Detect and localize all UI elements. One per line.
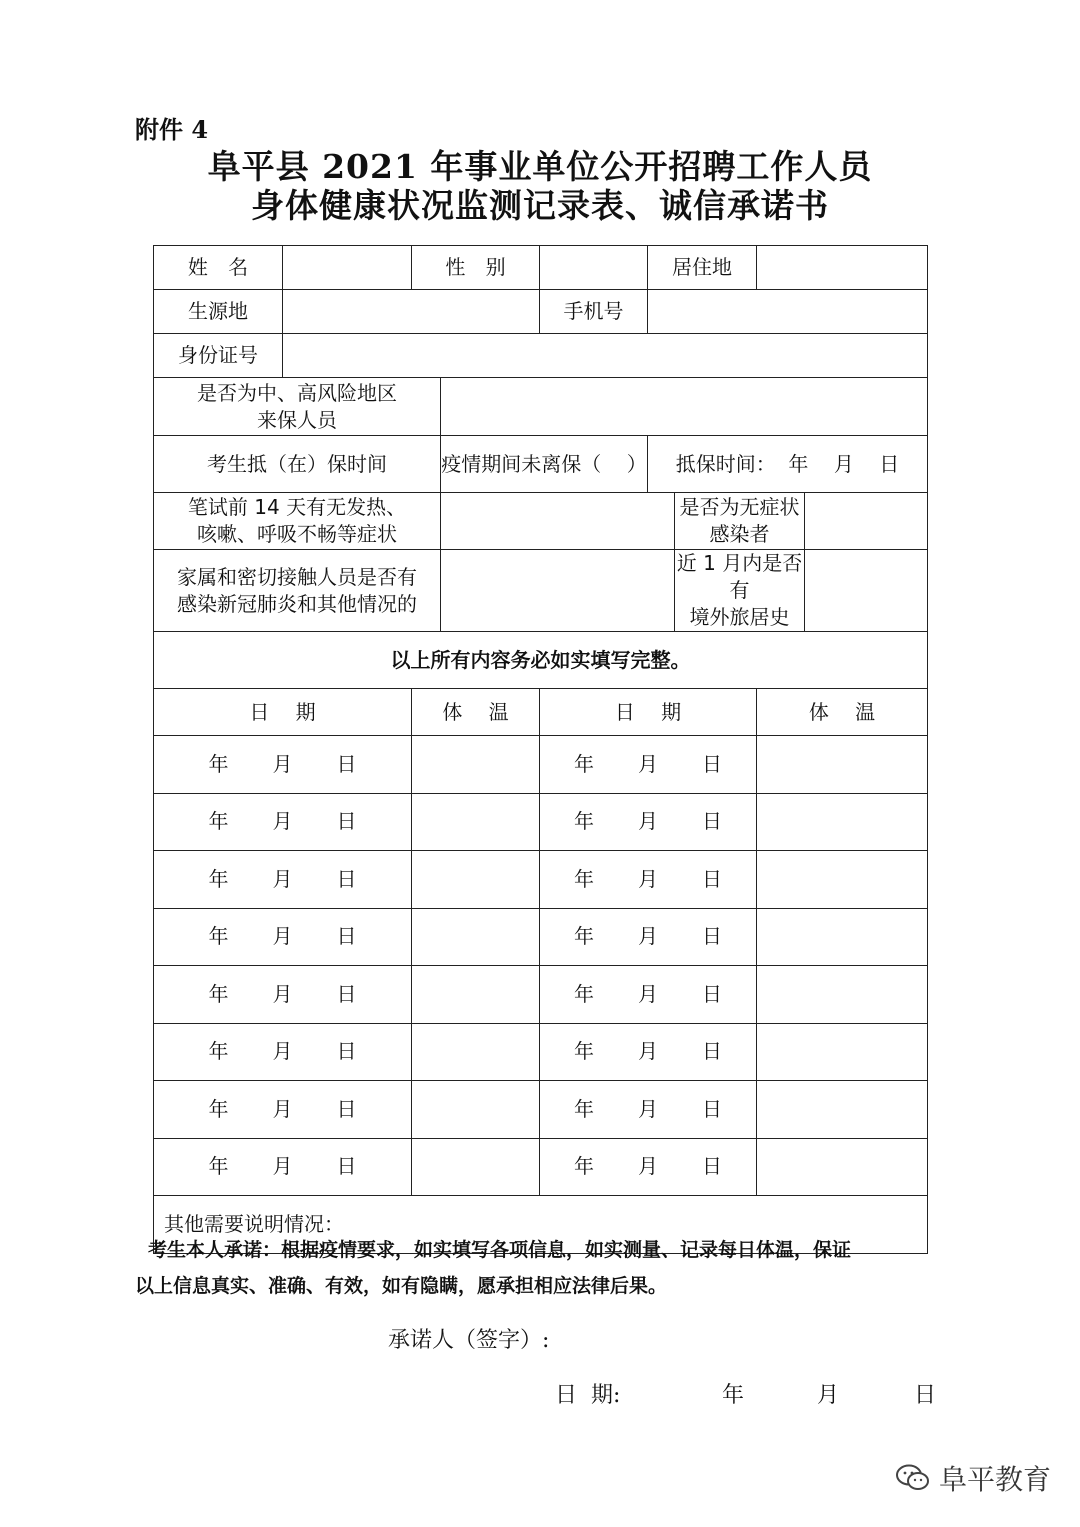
date-month: 月: [638, 924, 659, 949]
sign-date-year: 年: [722, 1383, 745, 1408]
date-year: 年: [208, 981, 229, 1006]
date-day: 日: [702, 981, 723, 1006]
date-month: 月: [638, 1096, 659, 1121]
log-row: [154, 908, 928, 966]
log-row: [154, 966, 928, 1024]
log-temp-right[interactable]: [757, 793, 928, 851]
phone-field[interactable]: [648, 290, 928, 334]
date-year: 年: [574, 1154, 595, 1179]
origin-field[interactable]: [283, 290, 540, 334]
log-row: [154, 1023, 928, 1081]
log-date-left[interactable]: [154, 736, 412, 794]
name-field[interactable]: [283, 246, 412, 290]
arrival-time-field[interactable]: 抵保时间： 年 月 日: [648, 436, 928, 493]
date-month: 月: [638, 866, 659, 891]
log-date-left[interactable]: [154, 966, 412, 1024]
log-date-left[interactable]: [154, 1081, 412, 1139]
date-year: 年: [574, 981, 595, 1006]
date-year: 年: [574, 809, 595, 834]
phone-label: 手机号: [540, 290, 648, 334]
date-month: 月: [272, 981, 293, 1006]
watermark: [895, 1458, 1051, 1498]
date-day: 日: [702, 866, 723, 891]
symptoms-label-line2: 咳嗽、呼吸不畅等症状: [197, 522, 397, 546]
family-label-line2: 感染新冠肺炎和其他情况的: [177, 591, 417, 616]
log-temp-right[interactable]: [757, 1023, 928, 1081]
notice-text: 以上所有内容务必如实填写完整。: [154, 632, 928, 689]
date-month: 月: [272, 1154, 293, 1179]
arrival-label: 考生抵（在）保时间: [154, 436, 441, 493]
risk-area-label-line1: 是否为中、高风险地区: [197, 380, 397, 405]
date-year: 年: [208, 809, 229, 834]
abroad-field[interactable]: [805, 550, 928, 632]
log-date-right[interactable]: [540, 1081, 757, 1139]
sign-date-day: 日: [914, 1383, 937, 1408]
log-row: [154, 1138, 928, 1196]
health-form-table: [153, 245, 928, 1254]
symptoms-label: [154, 493, 441, 550]
family-label: [154, 550, 441, 632]
log-date-left[interactable]: [154, 851, 412, 909]
risk-area-label: [154, 378, 441, 436]
log-temp-left[interactable]: [412, 736, 540, 794]
origin-label: 生源地: [154, 290, 283, 334]
gender-label: 性 别: [412, 246, 540, 290]
date-year: 年: [574, 1096, 595, 1121]
log-date-right[interactable]: [540, 793, 757, 851]
date-day: 日: [702, 809, 723, 834]
not-left-option[interactable]: 疫情期间未离保（ ）: [441, 436, 648, 493]
date-day: 日: [702, 1096, 723, 1121]
sign-date-month: 月: [817, 1383, 840, 1408]
risk-area-field[interactable]: [441, 378, 928, 436]
date-day: 日: [336, 809, 357, 834]
date-day: 日: [336, 1039, 357, 1064]
date-month: 月: [638, 809, 659, 834]
family-label-line1: 家属和密切接触人员是否有: [177, 564, 417, 589]
date-month: 月: [638, 751, 659, 776]
log-date-left[interactable]: [154, 1138, 412, 1196]
log-row: [154, 736, 928, 794]
log-row: [154, 1081, 928, 1139]
date-year: 年: [208, 1154, 229, 1179]
log-date-right[interactable]: [540, 736, 757, 794]
date-year: 年: [208, 1096, 229, 1121]
log-temp-right[interactable]: [757, 851, 928, 909]
log-row: [154, 851, 928, 909]
log-row: [154, 793, 928, 851]
date-header-right: 日 期: [540, 689, 757, 736]
log-temp-right[interactable]: [757, 736, 928, 794]
log-temp-left[interactable]: [412, 793, 540, 851]
date-day: 日: [702, 1154, 723, 1179]
gender-field[interactable]: [540, 246, 648, 290]
date-year: 年: [574, 751, 595, 776]
other-notes-label[interactable]: 其他需要说明情况：: [154, 1196, 928, 1254]
date-year: 年: [574, 924, 595, 949]
date-year: 年: [208, 751, 229, 776]
log-temp-left[interactable]: [412, 1138, 540, 1196]
date-month: 月: [638, 1154, 659, 1179]
log-date-left[interactable]: [154, 793, 412, 851]
date-header-left: 日 期: [154, 689, 412, 736]
log-date-right[interactable]: [540, 966, 757, 1024]
asymptomatic-field[interactable]: [805, 493, 928, 550]
date-year: 年: [574, 866, 595, 891]
wechat-icon: [895, 1463, 931, 1493]
date-year: 年: [208, 924, 229, 949]
title-line-1: 阜平县 2021 年事业单位公开招聘工作人员: [207, 147, 873, 186]
date-day: 日: [336, 981, 357, 1006]
temp-header-left: 体 温: [412, 689, 540, 736]
log-temp-left[interactable]: [412, 966, 540, 1024]
asymptomatic-label-line2: 感染者: [709, 522, 770, 546]
abroad-label: [675, 550, 805, 632]
id-field[interactable]: [283, 334, 928, 378]
residence-field[interactable]: [757, 246, 928, 290]
log-date-right[interactable]: [540, 908, 757, 966]
watermark-text: 阜平教育: [939, 1463, 1052, 1496]
date-day: 日: [336, 751, 357, 776]
date-month: 月: [272, 1039, 293, 1064]
log-date-left[interactable]: [154, 908, 412, 966]
sign-date-label: 日 期:: [555, 1383, 621, 1408]
date-month: 月: [272, 924, 293, 949]
abroad-label-line1: 近 1 月内是否有: [676, 551, 803, 602]
date-year: 年: [208, 866, 229, 891]
log-temp-left[interactable]: [412, 908, 540, 966]
sign-date: [555, 1378, 936, 1409]
signer-label: 承诺人（签字）:: [388, 1328, 550, 1353]
date-day: 日: [702, 1039, 723, 1064]
log-date-right[interactable]: [540, 851, 757, 909]
asymptomatic-label-line1: 是否为无症状: [679, 495, 800, 519]
temperature-log: [154, 736, 928, 1196]
date-month: 月: [272, 1096, 293, 1121]
log-date-left[interactable]: [154, 1023, 412, 1081]
date-day: 日: [336, 924, 357, 949]
symptoms-field[interactable]: [441, 493, 675, 550]
date-month: 月: [638, 981, 659, 1006]
date-day: 日: [336, 1154, 357, 1179]
date-year: 年: [574, 1039, 595, 1064]
temp-header-right: 体 温: [757, 689, 928, 736]
date-month: 月: [272, 751, 293, 776]
id-label: 身份证号: [154, 334, 283, 378]
date-year: 年: [208, 1039, 229, 1064]
family-field[interactable]: [441, 550, 675, 632]
abroad-label-line2: 境外旅居史: [689, 605, 790, 629]
date-day: 日: [336, 1096, 357, 1121]
log-temp-right[interactable]: [757, 1138, 928, 1196]
log-temp-left[interactable]: [412, 1081, 540, 1139]
date-day: 日: [336, 866, 357, 891]
attachment-label: 附件 4: [135, 115, 209, 144]
log-temp-left[interactable]: [412, 1023, 540, 1081]
pledge-line-1: 考生本人承诺：根据疫情要求，如实填写各项信息，如实测量、记录每日体温，保证: [148, 1239, 852, 1261]
log-temp-right[interactable]: [757, 908, 928, 966]
log-temp-right[interactable]: [757, 1081, 928, 1139]
title-line-2: 身体健康状况监测记录表、诚信承诺书: [251, 186, 829, 225]
pledge-line-2: 以上信息真实、准确、有效，如有隐瞒，愿承担相应法律后果。: [135, 1275, 668, 1297]
date-month: 月: [272, 809, 293, 834]
symptoms-label-line1: 笔试前 14 天有无发热、: [187, 495, 407, 519]
log-date-right[interactable]: [540, 1138, 757, 1196]
asymptomatic-label: [675, 493, 805, 550]
residence-label: 居住地: [648, 246, 757, 290]
date-day: 日: [702, 751, 723, 776]
date-month: 月: [272, 866, 293, 891]
risk-area-label-line2: 来保人员: [257, 407, 337, 432]
name-label: 姓 名: [154, 246, 283, 290]
log-date-right[interactable]: [540, 1023, 757, 1081]
date-day: 日: [702, 924, 723, 949]
date-month: 月: [638, 1039, 659, 1064]
log-temp-left[interactable]: [412, 851, 540, 909]
log-temp-right[interactable]: [757, 966, 928, 1024]
